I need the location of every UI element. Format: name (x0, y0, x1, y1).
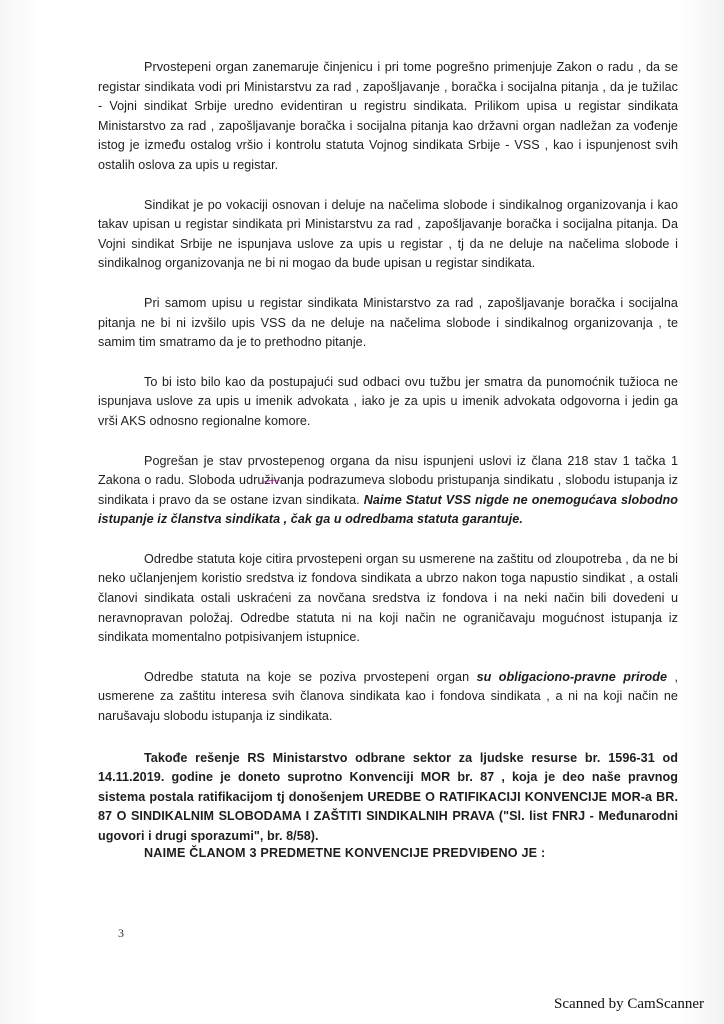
paragraph-3-text: Pri samom upisu u registar sindikata Ministarstvo za rad , zapošljavanje boračka i socijalna pitanja ne bi ni izvšilo upis VSS da ne deluje na načelima slobode i sindikalnog organizovanja , te samim tim smatramo da je to prethodno pitanje. (98, 295, 678, 350)
paragraph-7-emphasis: su obligaciono-pravne prirode (476, 669, 668, 684)
paragraph-8-text: Takođe rešenje RS Ministarstvo odbrane sektor za ljudske resurse br. 1596-31 od 14.11.2019. godine je doneto suprotno Konvenciji MOR br. 87 , koja je deo naše pravnog sistema postala ratifikacijom tj donošenjem UREDBE O RATIFIKACIJI KONVENCIJE MOR-a BR. 87 O SINDIKALNIM SLOBODAMA I ZAŠTITI SINDIKALNIH PRAVA ("Sl. list FNRJ - Međunarodni ugovori i drugi sporazumi", br. 8/58). (98, 750, 678, 843)
scanner-watermark: Scanned by CamScanner (554, 996, 704, 1012)
paragraph-6 (98, 550, 678, 648)
paragraph-7 (98, 668, 678, 727)
paragraph-1-text: Prvostepeni organ zanemaruje činjenicu i pri tome pogrešno primenjuje Zakon o radu , da se registar sindikata vodi pri Ministarstvu za rad , zapošljavanje , boračka i socijalna pitanja , da je tužilac - Vojni sindikat Srbije uredno evidentiran u registru sindikata. Prilikom upisa u registar sindikata Ministarstvo za rad , zapošljavanje boračka i socijalna pitanja kao državni organ nadležan za vođenje istog je između ostalog vršio i kontrolu statuta Vojnog sindikata Srbije - VSS , kao i ispunjenost svih ostalih oslova za upis u registar. (98, 60, 678, 172)
paragraph-7-text-end: , usmerene za zaštitu interesa svih članova sindikata kao i fondova sindikata , a ni na koji način ne narušavaju slobodu istupanja iz sindikata. (98, 669, 678, 724)
paragraph-2-text: Sindikat je po vokaciji osnovan i deluje na načelima slobode i sindikalnog organizovanja i kao takav upisan u registar sindikata pri Ministarstvu za rad , zapošljavanje boračka i socijalna pitanja. Da Vojni sindikat Srbije ne ispunjava uslove za upis u registar , tj da ne deluje na načelima slobode i sindikalnog organizovanja ne bi ni mogao da bude upisan u registar sindikata. (98, 197, 678, 271)
paragraph-7-text-start: Odredbe statuta na koje se poziva prvostepeni organ (144, 669, 477, 684)
paragraph-1 (98, 58, 678, 176)
document-body (98, 58, 678, 867)
paragraph-2 (98, 196, 678, 274)
paragraph-4-text: To bi isto bilo kao da postupajući sud odbaci ovu tužbu jer smatra da punomoćnik tužioca ne ispunjava uslove za upis u imenik advokata , iako je za upis u imenik advokata odgovorna i jedin ga vrši AKS odnosno regionalne komore. (98, 374, 678, 428)
paragraph-8 (98, 749, 678, 847)
paragraph-5-emphasis: Naime Statut VSS nigde ne onemogućava slobodno istupanje iz članstva sindikata , čak ga u odredbama statuta garantuje. (98, 492, 679, 527)
paragraph-6-text: Odredbe statuta koje citira prvostepeni organ su usmerene na zaštitu od zloupotreba , da ne bi neko učlanjenjem koristio sredstva iz fondova sindikata a ubrzo nakon toga napustio sindikat , a ostali članovi sindikata ostali uskraćeni za novčana sredstva iz fondova i na neki način bili dovedeni u neravnopravan položaj. Odredbe statuta ni na koji način ne ograničavaju mogućnost istupanja iz sindikata momentalno potpisivanjem istupnice. (98, 551, 678, 645)
paragraph-5 (98, 452, 678, 530)
paragraph-3 (98, 294, 678, 353)
paragraph-4 (98, 373, 678, 432)
section-heading: NAIME ČLANOM 3 PREDMETNE KONVENCIJE PREDVIĐENO JE : (144, 846, 546, 860)
paragraph-5-text: Pogrešan je stav prvostepenog organa da nisu ispunjeni uslovi iz člana 218 stav 1 tačka 1 Zakona o radu. Sloboda udruživanja podrazumeva slobodu pristupanja sindikatu , slobodu istupanja iz sindikata i pravo da se ostane izvan sindikata. (98, 453, 678, 507)
page-number: 3 (118, 926, 124, 940)
